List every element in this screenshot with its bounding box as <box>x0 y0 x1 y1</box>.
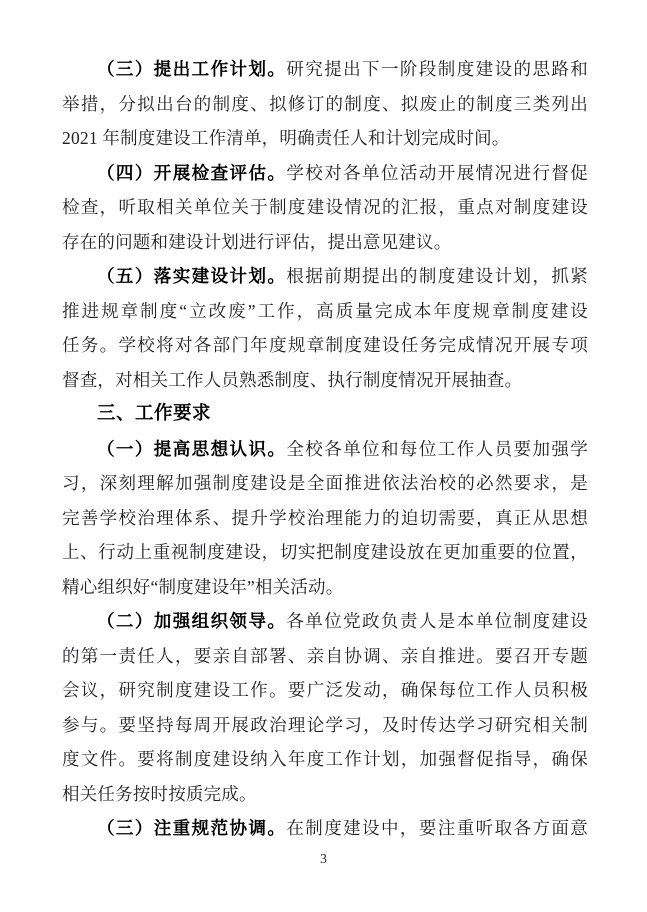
text-line: 举措，分拟出台的制度、拟修订的制度、拟废止的制度三类列出 <box>62 93 588 114</box>
text-line <box>62 259 588 294</box>
paragraph-text: 学校对各单位活动开展情况进行督促 <box>286 162 589 183</box>
text-line: 上、行动上重视制度建设，切实把制度建设放在更加重要的位置， <box>62 542 588 562</box>
text-line: 度文件。要将制度建设纳入年度工作计划，加强督促指导，确保 <box>62 749 588 769</box>
paragraph-text: 研究提出下一阶段制度建设的思路和 <box>286 59 589 79</box>
text-line: 相关任务按时按质完成。 <box>62 783 257 804</box>
text-line: 督查，对相关工作人员熟悉制度、执行制度情况开展抽查。 <box>62 369 523 390</box>
text-line: 2021 年制度建设工作清单，明确责任人和计划完成时间。 <box>62 128 510 148</box>
paragraph-lead: （三）注重规范协调。 <box>97 818 287 838</box>
paragraph-text: 根据前期提出的制度建设计划，抓紧 <box>286 266 589 286</box>
text-line: 存在的问题和建设计划进行评估，提出意见建议。 <box>62 231 452 252</box>
paragraph-text: 在制度建设中，要注重听取各方面意 <box>286 818 589 838</box>
text-line <box>62 52 588 87</box>
text-line <box>62 156 588 191</box>
text-line: 推进规章制度“立改废”工作，高质量完成本年度规章制度建设 <box>62 300 588 321</box>
paragraph-lead: （五）落实建设计划。 <box>97 266 287 286</box>
document-body <box>62 52 588 846</box>
paragraph-text: 全校各单位和每位工作人员要加强学 <box>286 438 589 459</box>
paragraph-lead: （三）提出工作计划。 <box>97 59 287 79</box>
text-line: 参与。要坚持每周开展政治理论学习，及时传达学习研究相关制 <box>62 714 588 735</box>
section-heading: 三、工作要求 <box>97 403 212 424</box>
text-line: 完善学校治理体系、提升学校治理能力的迫切需要，真正从思想 <box>62 507 588 528</box>
paragraph-lead: （二）加强组织领导。 <box>97 611 287 631</box>
text-line: 精心组织好“制度建设年”相关活动。 <box>62 576 344 597</box>
paragraph-lead: （一）提高思想认识。 <box>97 438 287 459</box>
text-line: 任务。学校将对各部门年度规章制度建设任务完成情况开展专项 <box>62 335 588 355</box>
paragraph-text: 各单位党政负责人是本单位制度建设 <box>286 611 589 631</box>
text-line: 检查，听取相关单位关于制度建设情况的汇报，重点对制度建设 <box>62 197 588 217</box>
text-line: 的第一责任人，要亲自部署、亲自协调、亲自推进。要召开专题 <box>62 645 588 666</box>
text-line <box>62 811 588 846</box>
text-line: 习，深刻理解加强制度建设是全面推进依法治校的必然要求，是 <box>62 473 588 493</box>
text-line: 会议，研究制度建设工作。要广泛发动，确保每位工作人员积极 <box>62 680 588 700</box>
paragraph-lead: （四）开展检查评估。 <box>97 162 287 183</box>
text-line <box>62 432 588 467</box>
text-line <box>62 604 588 639</box>
page-number: 3 <box>320 851 327 866</box>
